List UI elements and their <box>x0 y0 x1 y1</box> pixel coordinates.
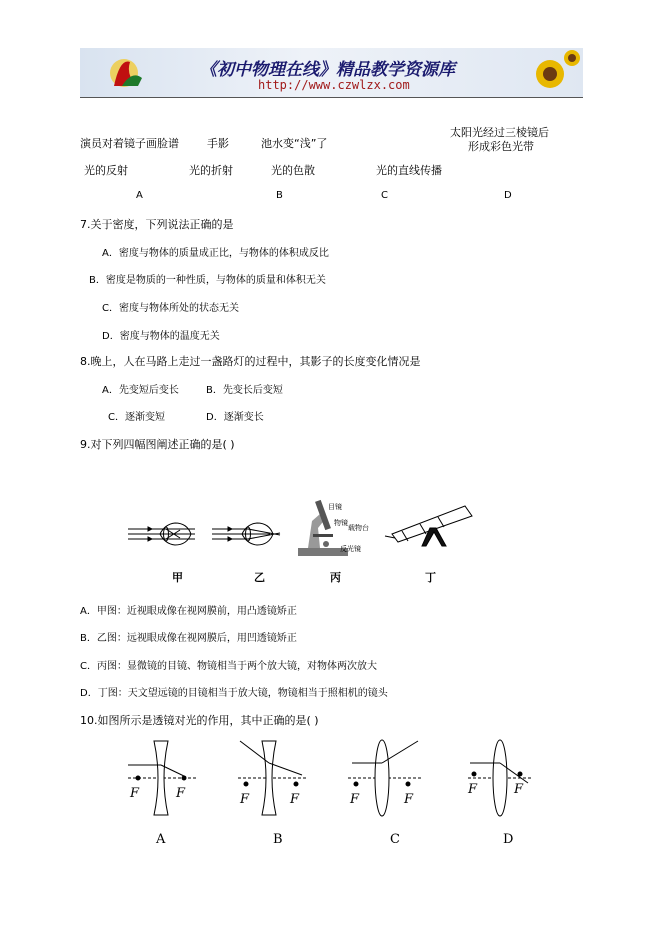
q9-option-b: B．乙图：远视眼成像在视网膜后，用凹透镜矫正 <box>80 633 297 644</box>
lens-c-focus-left: F <box>350 792 360 807</box>
banner-url[interactable]: http://www.czwlzx.com <box>258 78 410 92</box>
q6-scene-b: 手影 <box>207 137 229 150</box>
q9-caption-bing: 丙 <box>330 571 341 584</box>
lens-b-focus-right: F <box>290 792 300 807</box>
microscope-label-mirror: 反光镜 <box>340 545 361 553</box>
q10-caption-d: D <box>503 832 514 847</box>
sunflower-icon <box>536 50 580 88</box>
lens-c-focus-right: F <box>404 792 414 807</box>
lens-a-focus-right: F <box>176 786 186 801</box>
q6-scene-a: 演员对着镜子画脸谱 <box>80 137 179 150</box>
q6-scene-d-line1: 太阳光经过三棱镜后 <box>450 126 549 139</box>
q10-caption-b: B <box>273 832 283 847</box>
q10-lens-diagrams <box>120 735 540 825</box>
q9-option-c: C．丙图：显微镜的目镜、物镜相当于两个放大镜，对物体两次放大 <box>80 661 377 672</box>
lens-d-focus-left: F <box>468 782 478 797</box>
q7-stem: 7.关于密度，下列说法正确的是 <box>80 218 234 231</box>
banner-title: 《初中物理在线》精品教学资源库 <box>200 60 455 80</box>
microscope-label-stage: 载物台 <box>348 524 369 532</box>
header-banner <box>80 48 583 97</box>
q6-letter-d: D <box>504 190 512 201</box>
q9-option-d: D．丁图：天文望远镜的目镜相当于放大镜，物镜相当于照相机的镜头 <box>80 688 388 699</box>
lens-d-focus-right: F <box>514 782 524 797</box>
q9-caption-yi: 乙 <box>254 571 265 584</box>
q10-caption-a: A <box>156 832 166 847</box>
lens-b-focus-left: F <box>240 792 250 807</box>
q7-option-d: D．密度与物体的温度无关 <box>102 331 220 342</box>
q8-option-b: B．先变长后变短 <box>206 385 283 396</box>
q10-caption-c: C <box>390 832 400 847</box>
microscope-label-objective: 物镜 <box>334 519 348 527</box>
figure-jia-eye-diagram <box>128 523 195 545</box>
q8-option-d: D．逐渐变长 <box>206 412 264 423</box>
q8-stem: 8.晚上，人在马路上走过一盏路灯的过程中，其影子的长度变化情况是 <box>80 355 421 368</box>
q6-letter-a: A <box>136 190 143 201</box>
lens-diagram-d <box>468 740 532 816</box>
figure-yi-eye-diagram <box>212 523 280 545</box>
q9-option-a: A．甲图：近视眼成像在视网膜前，用凸透镜矫正 <box>80 606 297 617</box>
q7-option-c: C．密度与物体所处的状态无关 <box>102 303 239 314</box>
header-rule <box>80 97 583 98</box>
q6-phenomenon-2: 光的折射 <box>189 164 233 177</box>
lens-a-focus-left: F <box>130 786 140 801</box>
q6-letter-c: C <box>381 190 388 201</box>
q7-option-b: B．密度是物质的一种性质，与物体的质量和体积无关 <box>89 275 326 286</box>
q6-phenomenon-3: 光的色散 <box>271 164 315 177</box>
q7-option-a: A．密度与物体的质量成正比，与物体的体积成反比 <box>102 248 329 259</box>
q9-caption-ding: 丁 <box>425 571 436 584</box>
q6-letter-b: B <box>276 190 283 201</box>
q6-phenomenon-4: 光的直线传播 <box>376 164 442 177</box>
figure-ding-telescope <box>385 506 472 546</box>
q6-phenomenon-1: 光的反射 <box>84 164 128 177</box>
q6-scene-d-line2: 形成彩色光带 <box>468 140 534 153</box>
q8-option-a: A．先变短后变长 <box>102 385 179 396</box>
q9-caption-jia: 甲 <box>172 571 183 584</box>
q9-stem: 9.对下列四幅图阐述正确的是( ) <box>80 438 235 451</box>
q8-option-c: C．逐渐变短 <box>108 412 165 423</box>
q10-stem: 10.如图所示是透镜对光的作用，其中正确的是( ) <box>80 714 319 727</box>
site-logo <box>110 59 142 87</box>
q6-scene-c: 池水变“浅”了 <box>261 137 328 150</box>
microscope-label-eyepiece: 目镜 <box>328 503 342 511</box>
q9-figures <box>120 496 490 566</box>
lens-diagram-a <box>128 741 198 815</box>
